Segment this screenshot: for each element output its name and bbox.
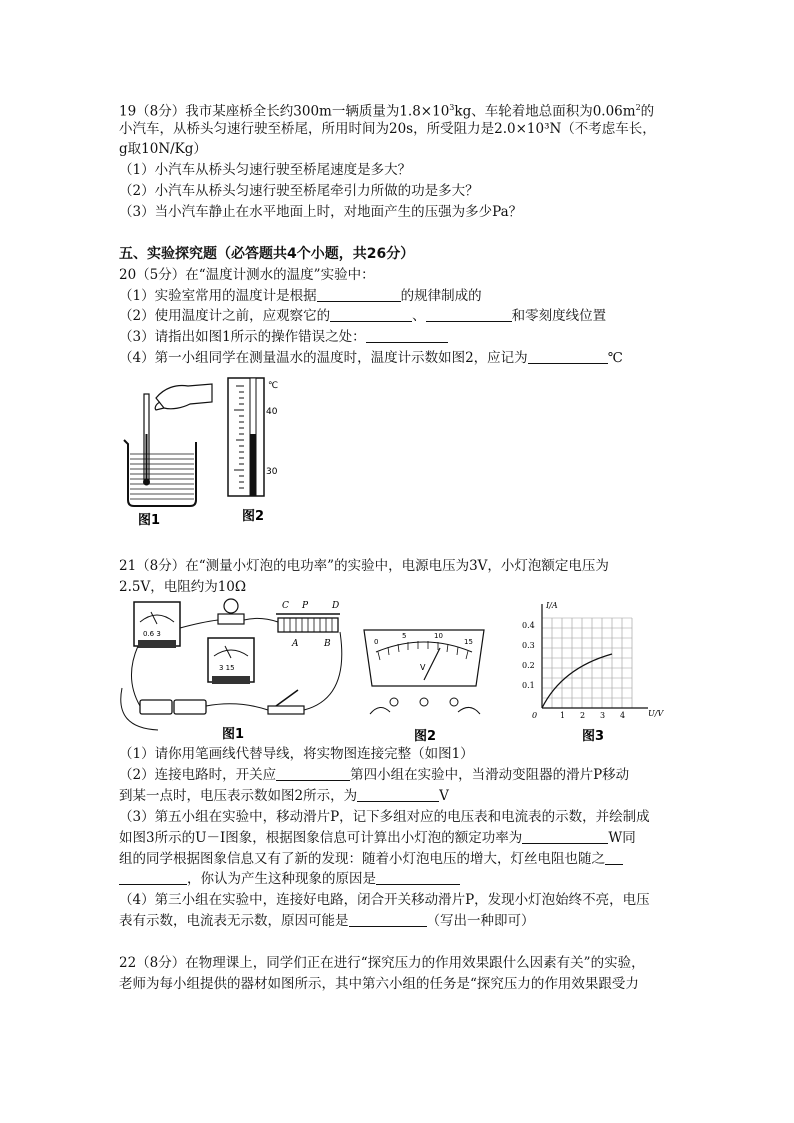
tick-label: 40 [266,407,278,417]
q21-sub-3-cont2: 组的同学根据图象信息又有了新的发现：随着小灯泡电压的增大，灯丝电阻也随之 [119,849,623,869]
beaker-figure [116,374,216,534]
dial-tick: 5 [402,632,407,640]
graph-ytick: 0.2 [522,661,535,670]
section-heading: 五、实验探究题（必答题共4个小题，共26分） [119,246,415,262]
answer-blank[interactable] [349,912,427,927]
q20-sub-1: （1）实验室常用的温度计是根据 的规律制成的 [119,288,482,304]
answer-blank[interactable] [426,307,512,322]
answer-blank[interactable] [357,787,439,802]
thermometer-scale-figure [222,376,292,526]
answer-blank[interactable] [317,287,401,302]
q21-sub-3-cont3: ，你认为产生这种现象的原因是 [119,869,460,889]
q19-line-2: 小汽车，从桥头匀速行驶至桥尾，所用时间为20s，所受阻力是2.0×10³N（不考虑车长， [119,121,656,137]
q21-sub-4: （4）第三小组在实验中，连接好电路，闭合开关移动滑片P，发现小灯泡始终不亮，电压 [119,892,650,908]
dial-tick: 15 [464,638,473,646]
graph-xtick: 2 [580,711,586,720]
graph-xlabel: U/V [648,709,664,718]
graph-ytick: 0.3 [522,641,535,650]
q19-line-3: g取10N/Kg） [119,141,207,157]
fig1-caption: 图1 [138,513,161,528]
graph-ytick: 0.1 [522,681,535,690]
q21-sub-2: （2）连接电路时，开关应 第四小组在实验中，当滑动变阻器的滑片P移动 [119,767,630,783]
graph-xtick: 3 [600,711,606,720]
q19-line-1: 19（8分）我市某座桥全长约300m一辆质量为$1.8\times 10^3kg$、车轮着地总面积为$0.06m^2$的 [119,103,655,120]
unit-label: ℃ [268,381,279,391]
q20-sub-3: （3）请指出如图1所示的操作错误之处： [119,327,448,347]
q21-line-2: 2.5V，电阻约为10Ω [119,579,247,595]
dial-tick: 10 [434,632,443,640]
answer-blank[interactable] [366,328,448,343]
ui-graph-figure [520,598,670,744]
q21-sub-3-cont: 如图3所示的U－I图象，根据图象信息可计算出小灯泡的额定功率为 W同 [119,830,636,846]
dial-tick: 0 [374,638,379,646]
graph-xtick: 0 [532,711,538,720]
rheostat-label-c: C [282,601,289,611]
q21-fig3-caption: 图3 [582,729,605,744]
rheostat-label-a: A [292,639,299,649]
graph-xtick: 1 [560,711,566,720]
answer-blank[interactable] [119,870,187,885]
q21-sub-3: （3）第五小组在实验中，移动滑片P，记下多组对应的电压表和电流表的示数，并绘制成 [119,809,650,825]
q19-sub-2: （2）小汽车从桥头匀速行驶至桥尾牵引力所做的功是多大？ [119,183,479,199]
q22-line-2: 老师为每小组提供的器材如图所示，其中第六小组的任务是“探究压力的作用效果跟受力 [119,976,639,992]
dial-unit: V [420,663,426,672]
ammeter-scale: 0.6 3 [143,630,161,638]
answer-blank[interactable] [276,766,350,781]
rheostat-label-b: B [324,639,331,649]
graph-ylabel: I/A [546,601,558,610]
answer-blank[interactable] [605,850,623,865]
q21-line-1: 21（8分）在“测量小灯泡的电功率”的实验中，电源电压为3V，小灯泡额定电压为 [119,558,609,574]
answer-blank[interactable] [528,349,608,364]
q20-sub-4: （4）第一小组同学在测量温水的温度时，温度计示数如图2，应记为 ℃ [119,350,623,366]
q21-sub-2-cont: 到某一点时，电压表示数如图2所示，为 V [119,788,449,804]
rheostat-label-p: P [302,601,309,611]
circuit-figure [118,598,356,742]
q19-sub-1: （1）小汽车从桥头匀速行驶至桥尾速度是多大？ [119,162,412,178]
answer-blank[interactable] [376,870,460,885]
voltmeter-scale: 3 15 [219,664,235,672]
graph-xtick: 4 [620,711,626,720]
fig2-caption: 图2 [242,509,265,524]
voltmeter-dial-figure [360,622,488,742]
q20-title: 20（5分）在“温度计测水的温度”实验中： [119,267,375,283]
q19-sub-3: （3）当小汽车静止在水平地面上时，对地面产生的压强为多少Pa？ [119,204,523,220]
q21-sub-4-cont: 表有示数，电流表无示数，原因可能是 （写出一种即可） [119,913,535,929]
graph-ytick: 0.4 [522,621,535,630]
tick-label: 30 [266,467,278,477]
answer-blank[interactable] [522,829,608,844]
q21-sub-1: （1）请你用笔画线代替导线，将实物图连接完整（如图1） [119,746,474,762]
q21-fig1-caption: 图1 [222,727,245,742]
q20-sub-2: （2）使用温度计之前，应观察它的 、 和零刻度线位置 [119,308,607,324]
q22-line-1: 22（8分）在物理课上，同学们正在进行“探究压力的作用效果跟什么因素有关”的实验， [119,955,645,971]
rheostat-label-d: D [332,601,340,611]
q21-fig2-caption: 图2 [414,729,437,742]
answer-blank[interactable] [330,307,412,322]
